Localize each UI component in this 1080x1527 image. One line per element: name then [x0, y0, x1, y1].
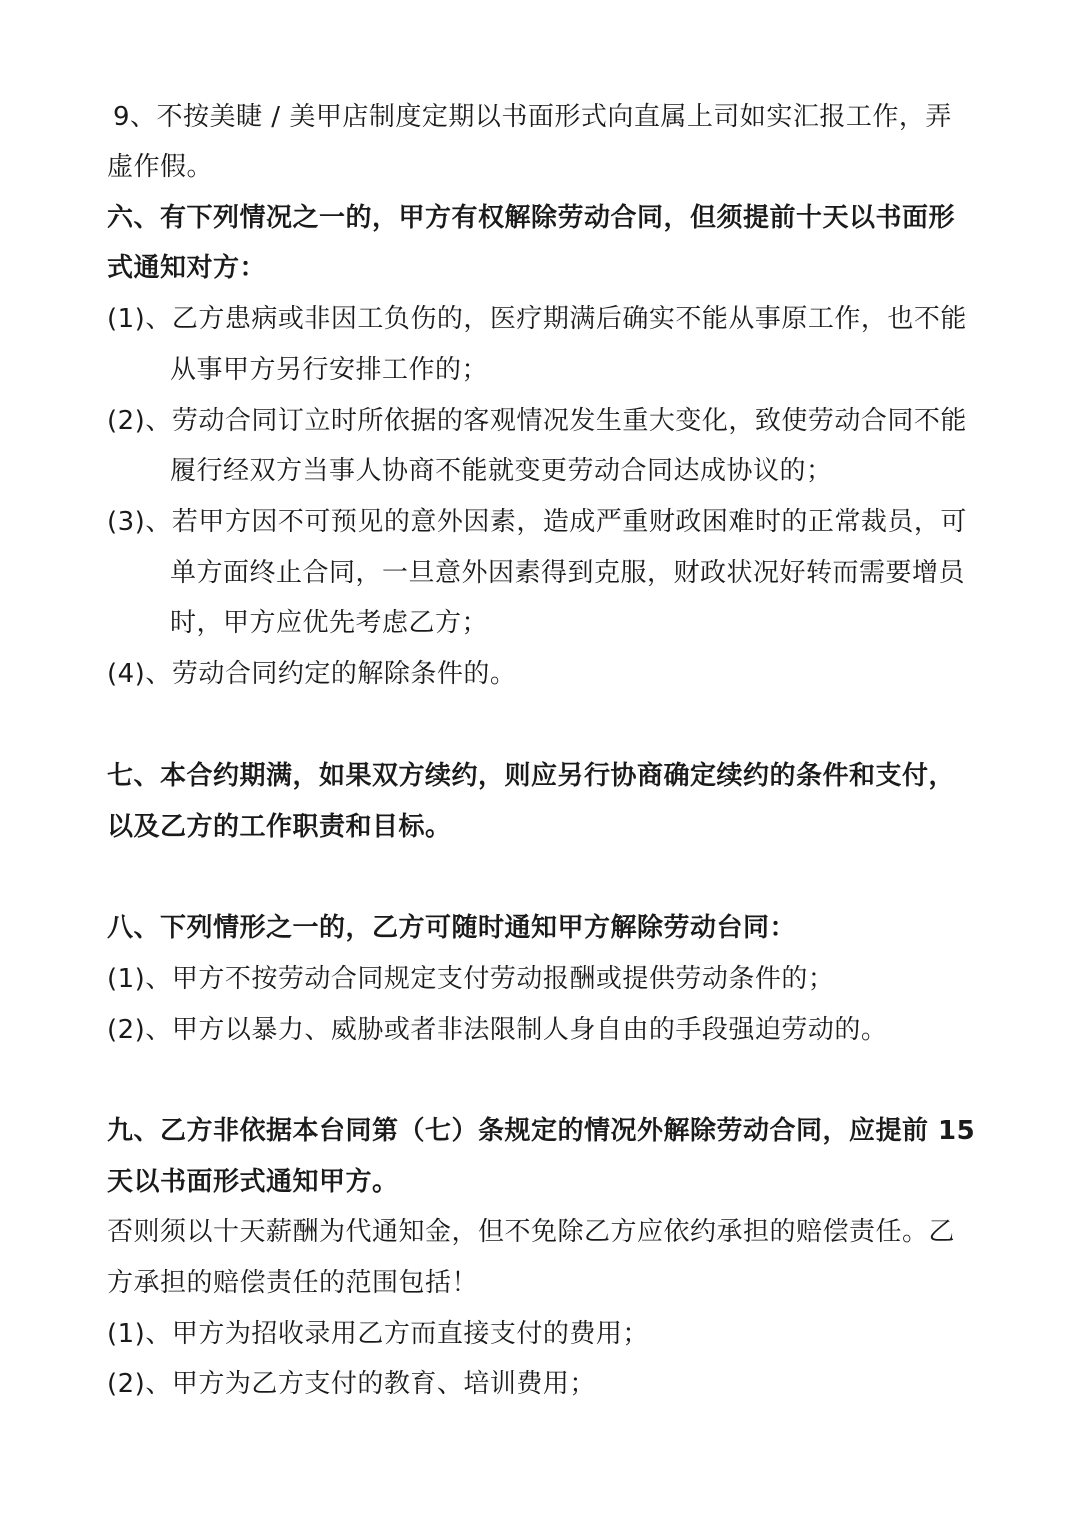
section-6-item-4: (4)、劳动合同约定的解除条件的。 — [107, 659, 517, 689]
section-6-item-2-line-1: (2)、劳动合同订立时所依据的客观情况发生重大变化，致使劳动合同不能 — [107, 406, 967, 436]
section-8-item-1: (1)、甲方不按劳动合同规定支付劳动报酬或提供劳动条件的； — [107, 964, 835, 994]
section-6-item-3-line-3: 时，甲方应优先考虑乙方； — [170, 608, 489, 638]
section-7-line-1: 七、本合约期满，如果双方续约，则应另行协商确定续约的条件和支付， — [107, 761, 956, 791]
section-7-line-2: 以及乙方的工作职责和目标。 — [107, 812, 452, 842]
section-9-body-line-1: 否则须以十天薪酬为代通知金，但不免除乙方应依约承担的赔偿责任。乙 — [107, 1217, 956, 1247]
section-6-item-1-line-2: 从事甲方另行安排工作的； — [170, 355, 489, 385]
section-9-heading-line-2: 天以书面形式通知甲方。 — [107, 1167, 399, 1197]
section-9-body-line-2: 方承担的赔偿责任的范围包括！ — [107, 1268, 479, 1298]
item-9-line-1: 9、不按美睫 / 美甲店制度定期以书面形式向直属上司如实汇报工作，弄 — [113, 102, 952, 132]
section-6-item-2-line-2: 履行经双方当事人协商不能就变更劳动合同达成协议的； — [170, 456, 833, 486]
section-6-item-1-line-1: (1)、乙方患病或非因工负伤的，医疗期满后确实不能从事原工作，也不能 — [107, 304, 967, 334]
section-6-heading-line-1: 六、有下列情况之一的，甲方有权解除劳动合同，但须提前十天以书面形 — [107, 203, 956, 233]
item-9-line-2: 虚作假。 — [107, 152, 214, 182]
section-9-item-2: (2)、甲方为乙方支付的教育、培训费用； — [107, 1369, 596, 1399]
section-8-item-2: (2)、甲方以暴力、威胁或者非法限制人身自由的手段强迫劳动的。 — [107, 1015, 888, 1045]
section-6-heading-line-2: 式通知对方： — [107, 253, 267, 283]
section-6-item-3-line-2: 单方面终止合同，一旦意外因素得到克服，财政状况好转而需要增员 — [170, 558, 966, 588]
section-8-heading: 八、下列情形之一的，乙方可随时通知甲方解除劳动台同： — [107, 913, 797, 943]
section-6-item-3-line-1: (3)、若甲方因不可预见的意外因素，造成严重财政困难时的正常裁员，可 — [107, 507, 967, 537]
section-9-item-1: (1)、甲方为招收录用乙方而直接支付的费用； — [107, 1319, 649, 1349]
section-9-heading-line-1: 九、乙方非依据本台同第（七）条规定的情况外解除劳动合同，应提前 15 — [107, 1116, 976, 1146]
